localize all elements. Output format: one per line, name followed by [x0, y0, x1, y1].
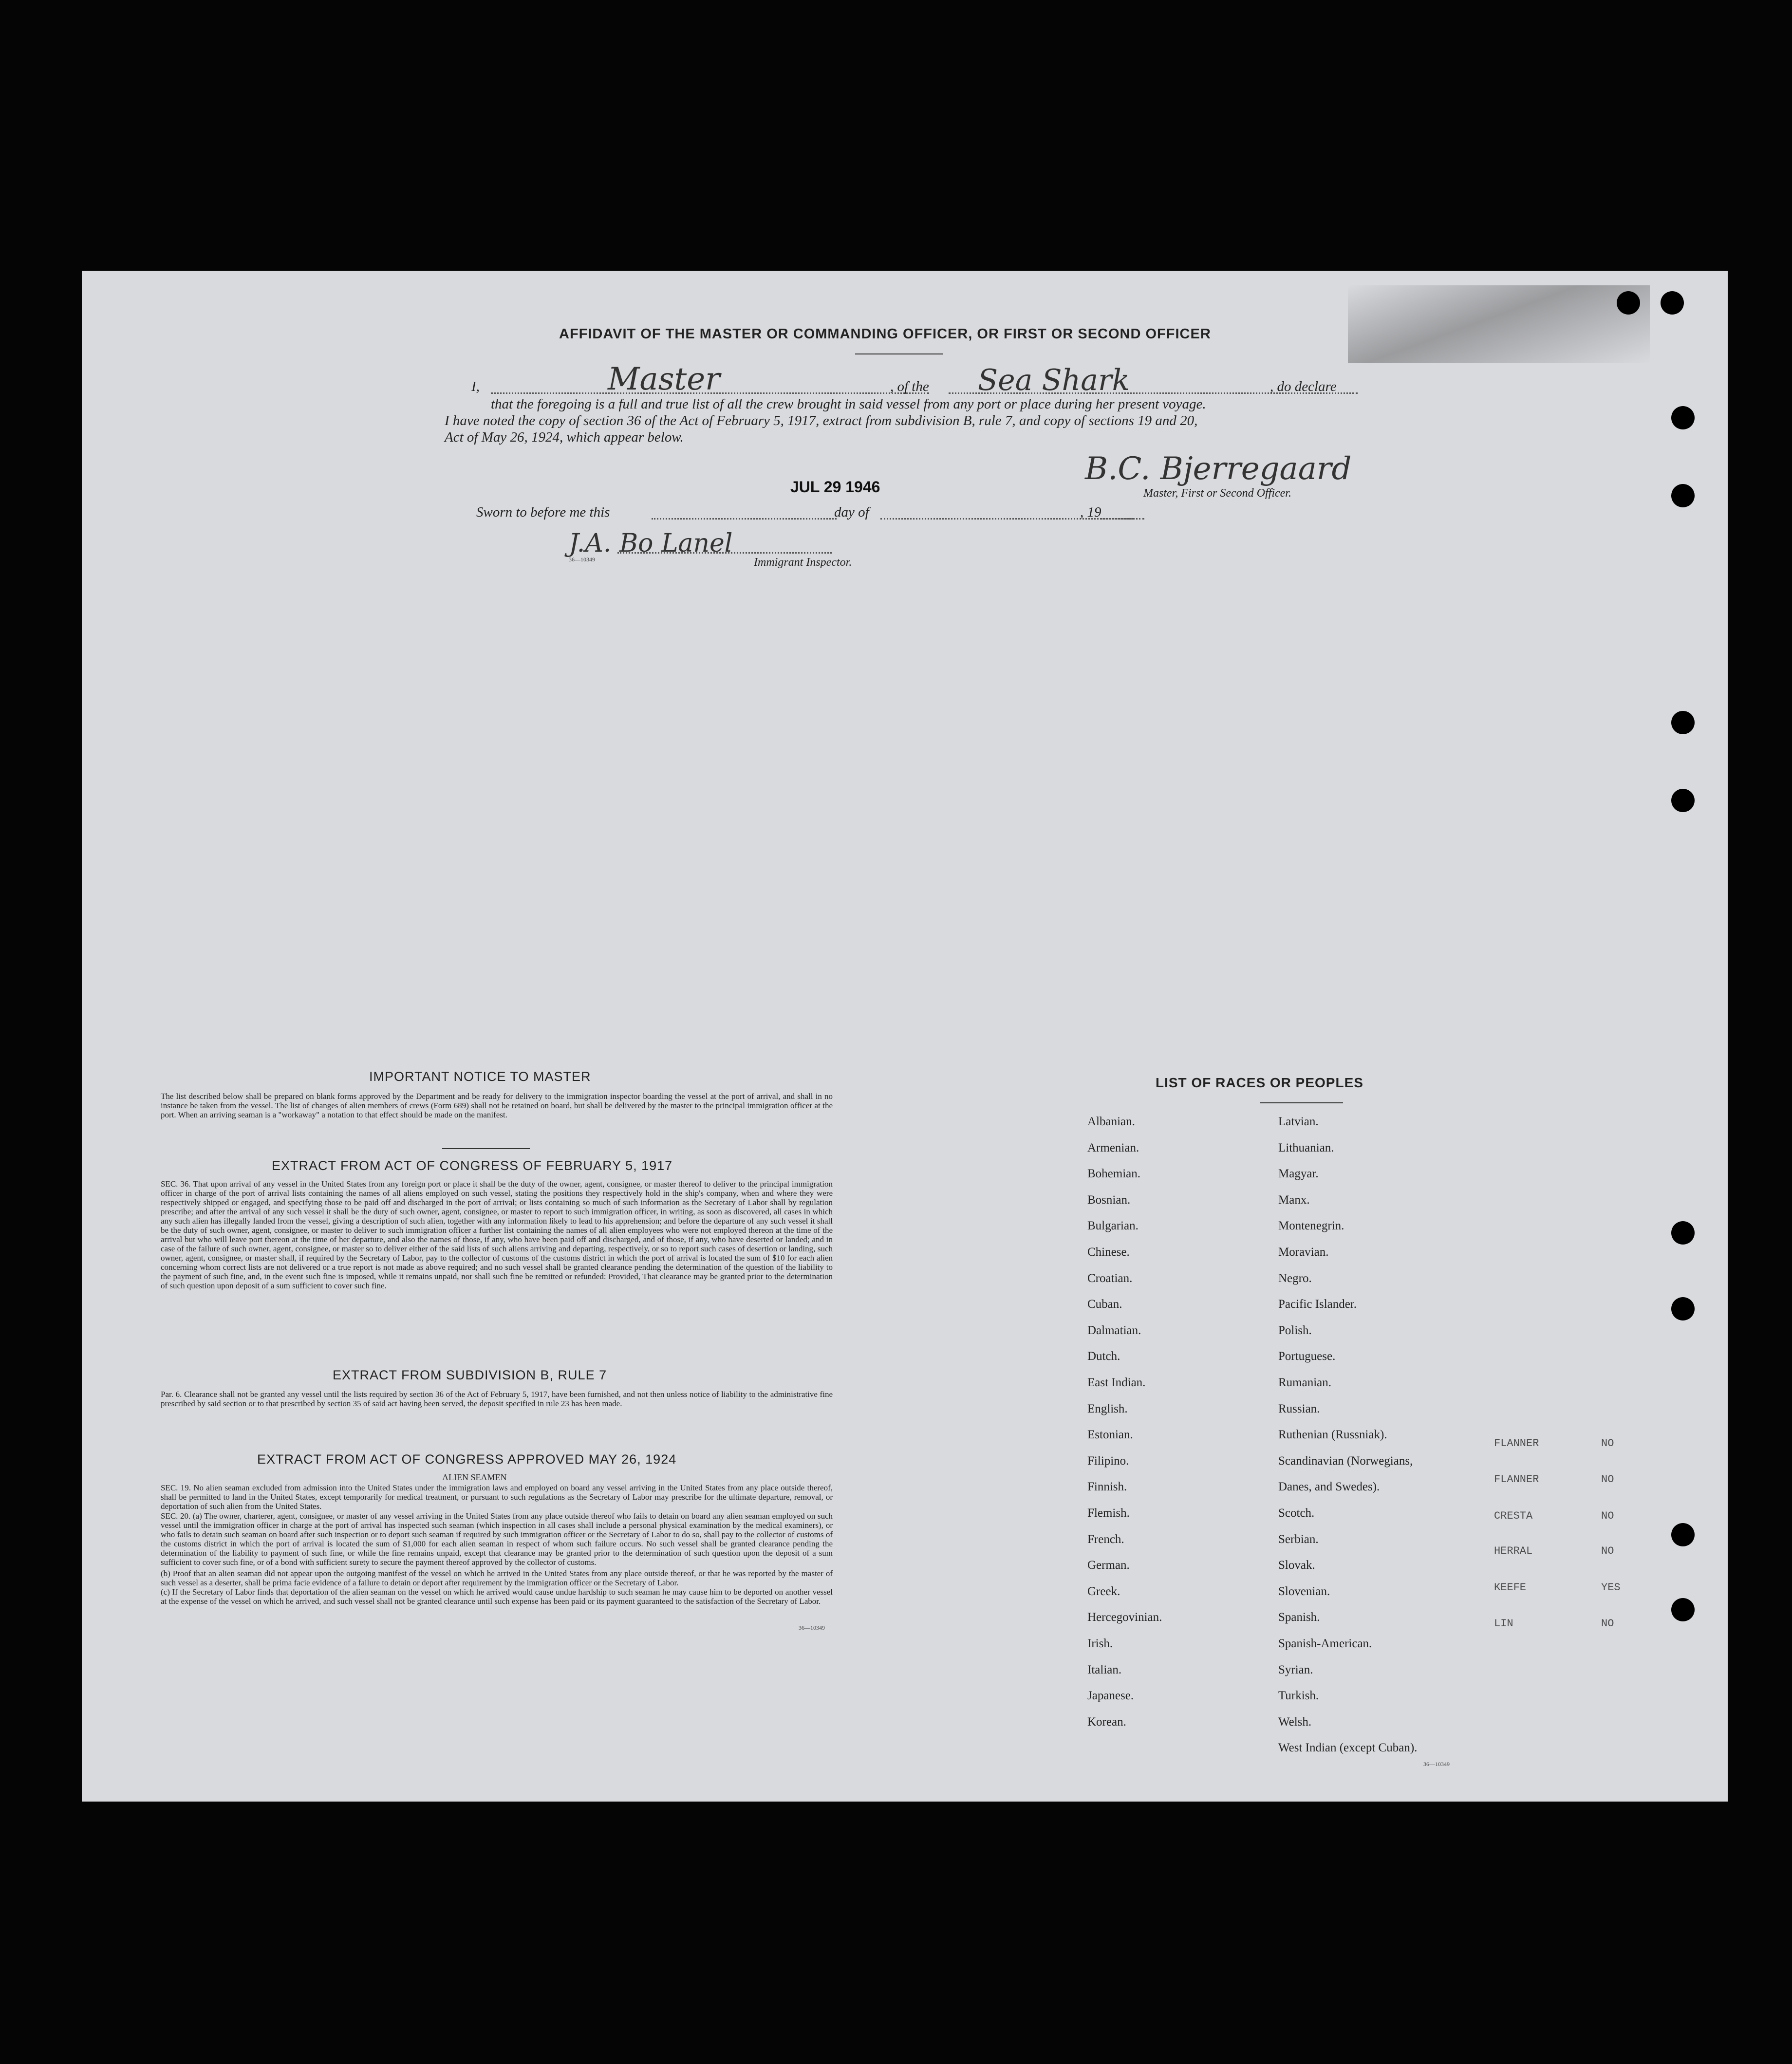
punch-hole — [1671, 484, 1695, 507]
bleed-status: NO — [1601, 1545, 1614, 1557]
race-item: Korean. — [1087, 1715, 1126, 1729]
race-item: Filipino. — [1087, 1454, 1129, 1468]
notice-title: IMPORTANT NOTICE TO MASTER — [369, 1069, 591, 1084]
race-item: Pacific Islander. — [1278, 1298, 1357, 1311]
race-item: Greek. — [1087, 1584, 1120, 1598]
race-item: Spanish. — [1278, 1611, 1320, 1624]
punch-hole — [1661, 291, 1684, 315]
bleed-name: FLANNER — [1494, 1437, 1539, 1450]
extract-1924-title: EXTRACT FROM ACT OF CONGRESS APPROVED MAY 26, 1924 — [257, 1452, 677, 1467]
bleed-name: HERRAL — [1494, 1545, 1533, 1557]
inspector-line — [617, 552, 832, 554]
sworn-label: Sworn to before me this — [476, 504, 610, 520]
race-item: Latvian. — [1278, 1115, 1319, 1128]
race-item: Croatian. — [1087, 1271, 1133, 1285]
punch-hole — [1671, 1221, 1695, 1245]
race-item: Dutch. — [1087, 1350, 1120, 1363]
race-item: Bosnian. — [1087, 1193, 1131, 1207]
race-item: Slovenian. — [1278, 1584, 1330, 1598]
rule7-title: EXTRACT FROM SUBDIVISION B, RULE 7 — [333, 1368, 607, 1382]
race-item: Bohemian. — [1087, 1167, 1141, 1181]
race-item: Italian. — [1087, 1663, 1122, 1676]
bleed-status: NO — [1601, 1437, 1614, 1450]
punch-hole — [1671, 1598, 1695, 1621]
year-label: , 19 — [1080, 504, 1101, 520]
punch-hole — [1671, 1297, 1695, 1320]
race-item: Polish. — [1278, 1323, 1312, 1337]
race-item: Flemish. — [1087, 1506, 1130, 1520]
title-rule — [855, 353, 943, 354]
race-item: English. — [1087, 1402, 1128, 1415]
race-item: German. — [1087, 1559, 1130, 1572]
alien-seamen-subtitle: ALIEN SEAMEN — [442, 1472, 507, 1482]
punch-hole — [1671, 789, 1695, 812]
bleed-status: NO — [1601, 1473, 1614, 1486]
punch-hole — [1671, 1523, 1695, 1546]
of-the-label: , of the — [890, 379, 929, 394]
punch-hole — [1617, 291, 1640, 315]
sworn-year-line — [1101, 518, 1144, 520]
race-item: West Indian (except Cuban). — [1278, 1741, 1418, 1755]
master-handwriting: Master — [608, 361, 720, 397]
i-label: I, — [471, 379, 480, 394]
affidavit-form-code: 36—10349 — [569, 556, 595, 563]
bleed-status: YES — [1601, 1581, 1621, 1594]
bleed-status: NO — [1601, 1510, 1614, 1522]
inspector-signature: J.A. Bo Lanel — [569, 529, 733, 558]
race-item: Estonian. — [1087, 1428, 1133, 1442]
affidavit-line-1: that the foregoing is a full and true list of all the crew brought in said vessel from any port or place during her present voyage. — [491, 396, 1206, 412]
race-item: Russian. — [1278, 1402, 1320, 1415]
rule7-body: Par. 6. Clearance shall not be granted any vessel until the lists required by section 36 of the Act of February 5, 1917, have been furnished, and not then unless notice of liability to the administrative fine prescribed by said section or to that prescribed by section 35 of said act having been served, the deposit specified in rule 23 has been made. — [161, 1390, 833, 1408]
race-item: Portuguese. — [1278, 1350, 1336, 1363]
race-item: Rumanian. — [1278, 1376, 1332, 1389]
smudge-mark — [1348, 285, 1650, 363]
race-item: Armenian. — [1087, 1141, 1139, 1154]
document-page — [82, 271, 1728, 1802]
extract-form-code: 36—10349 — [799, 1624, 825, 1631]
race-item: Dalmatian. — [1087, 1323, 1141, 1337]
extract-1917-title: EXTRACT FROM ACT OF CONGRESS OF FEBRUARY 5, 1917 — [272, 1158, 673, 1173]
bleed-name: CRESTA — [1494, 1510, 1533, 1522]
race-item: Syrian. — [1278, 1663, 1313, 1676]
sec20c-body: (c) If the Secretary of Labor finds that deportation of the alien seaman on the vessel on which he arrived would cause undue hardship to such seaman he may cause him to be deported on another vessel at the expense of the vessel on which he arrived, and such vessel shall not be granted clearance until such expense has been paid or its payment guaranteed to the satisfaction of the Secretary of Labor. — [161, 1587, 833, 1606]
master-caption: Master, First or Second Officer. — [1143, 487, 1291, 500]
sec19-body: SEC. 19. No alien seaman excluded from admission into the United States under the immigration laws and employed on board any vessel arriving in the United States from any place outside thereof, shall be permitted to land in the United States, except temporarily for medical treatment, or pursuant to such regulations as the Secretary of Labor may prescribe for the ultimate departure, removal, or deportation of such alien from the United States. — [161, 1483, 833, 1511]
race-item: Lithuanian. — [1278, 1141, 1334, 1154]
affidavit-line-2: I have noted the copy of section 36 of the Act of February 5, 1917, extract from subdivision B, rule 7, and copy of sections 19 and 20, — [445, 413, 1198, 428]
race-item: Irish. — [1087, 1637, 1113, 1650]
race-item: Magyar. — [1278, 1167, 1319, 1181]
extract-1917-body: SEC. 36. That upon arrival of any vessel in the United States from any foreign port or place it shall be the duty of the owner, agent, consignee, or master thereof to deliver to the principal immigration officer in charge of the port of arrival lists containing the names of all aliens employed on such vessel, stating the positions they respectively hold in the ship's company, when and where they were respectively shipped or engaged, and specifying those to be paid off and discharged in the port of arrival; or lists containing so much of such information as the Secretary of Labor shall by regulation prescribe; and after the arrival of any such vessel it shall be the duty of such owner, agent, consignee, or master to report to such immigration officer, in writing, as soon as discovered, all cases in which any such alien has illegally landed from the vessel, giving a description of such alien, together with any information likely to lead to his apprehension; and before the departure of any such vessel it shall be the duty of such owner, agent, consignee, or master to deliver to such immigration officer a further list containing the names of all alien employees who were not employed thereon at the time of the arrival but who will leave port thereon at the time of her departure, and also the names of those, if any, who have been paid off and discharged, and of those, if any, who have deserted or landed; and in case of the failure of such owner, agent, consignee, or master so to deliver either of the said lists of such aliens arriving and departing, respectively, or so to report such cases of desertion or landing, such owner, agent, consignee, or master shall, if required by the Secretary of Labor, pay to the collector of customs of the customs district in which the port of arrival is located the sum of $10 for each alien concerning whom correct lists are not delivered or a true report is not made as above required; and no such vessel shall be granted clearance pending the determination of the question of the liability to the payment of such fine, and, in the event such fine is imposed, while it remains unpaid, nor shall such fine be remitted or refunded: Provided, That clearance may be granted prior to the determination of such question upon deposit of a sum sufficient to cover such fine. — [161, 1179, 833, 1290]
race-item: Negro. — [1278, 1271, 1312, 1285]
vessel-handwriting: Sea Shark — [978, 363, 1130, 397]
races-title: LIST OF RACES OR PEOPLES — [1156, 1075, 1363, 1090]
date-stamp: JUL 29 1946 — [790, 478, 880, 496]
race-item: Chinese. — [1087, 1246, 1130, 1259]
bleed-name: LIN — [1494, 1618, 1513, 1630]
race-item: Moravian. — [1278, 1246, 1329, 1259]
race-item: Welsh. — [1278, 1715, 1312, 1729]
race-item: Danes, and Swedes). — [1278, 1480, 1380, 1494]
races-rule — [1260, 1102, 1343, 1103]
race-item: French. — [1087, 1532, 1124, 1546]
affidavit-line-3: Act of May 26, 1924, which appear below. — [445, 429, 684, 445]
notice-rule — [442, 1148, 530, 1149]
sec20b-body: (b) Proof that an alien seaman did not appear upon the outgoing manifest of the vessel on which he arrived in the United States from any place outside thereof, or that he was reported by the master of such vessel as a deserter, shall be prima facie evidence of a failure to detain or deport after requirement by the immigration officer or the Secretary of Labor. — [161, 1569, 833, 1587]
punch-hole — [1671, 711, 1695, 734]
master-signature: B.C. Bjerregaard — [1085, 451, 1352, 487]
notice-body: The list described below shall be prepared on blank forms approved by the Department and be ready for delivery to the immigration inspector boarding the vessel at the port of arrival, and shall in no instance be taken from the vessel. The list of changes of alien members of crews (Form 689) shall not be retained on board, but shall be delivered by the master to the principal immigration officer at the port. When an arriving seaman is a "workaway" a notation to that effect should be made on the manifest. — [161, 1092, 833, 1119]
race-item: Scotch. — [1278, 1506, 1315, 1520]
race-item: Ruthenian (Russniak). — [1278, 1428, 1387, 1442]
bleed-status: NO — [1601, 1618, 1614, 1630]
race-item: Montenegrin. — [1278, 1219, 1344, 1233]
race-item: Cuban. — [1087, 1298, 1122, 1311]
race-item: Japanese. — [1087, 1689, 1134, 1703]
race-item: Hercegovinian. — [1087, 1611, 1162, 1624]
race-item: Bulgarian. — [1087, 1219, 1139, 1233]
race-item: Slovak. — [1278, 1559, 1315, 1572]
race-item: Scandinavian (Norwegians, — [1278, 1454, 1413, 1468]
punch-hole — [1671, 406, 1695, 429]
day-of-label: day of — [834, 504, 869, 520]
race-item: Serbian. — [1278, 1532, 1319, 1546]
race-item: Finnish. — [1087, 1480, 1127, 1494]
inspector-caption: Immigrant Inspector. — [754, 556, 852, 569]
race-item: Turkish. — [1278, 1689, 1319, 1703]
affidavit-title: AFFIDAVIT OF THE MASTER OR COMMANDING OFFICER, OR FIRST OR SECOND OFFICER — [559, 326, 1211, 342]
sworn-day-line — [652, 518, 837, 520]
race-item: Manx. — [1278, 1193, 1310, 1207]
race-item: Albanian. — [1087, 1115, 1135, 1128]
sec20a-body: SEC. 20. (a) The owner, charterer, agent, consignee, or master of any vessel arriving in the United States from any place outside thereof who fails to detain on board any alien seaman employed on such vessel until the immigration officer in charge at the port of arrival has inspected such seaman (which inspection in all cases shall include a personal physical examination by the medical examiners), or who fails to detain such seaman on board after such inspection or to deport such seaman if required by such immigration officer or the Secretary of Labor to do so, shall pay to the collector of customs of the customs district in which the port of arrival is located the sum of $1,000 for each alien seaman in respect of whom such failure occurs. No such vessel shall be granted clearance pending the determination of the liability to payment of such fine, or while the fine remains unpaid, except that clearance may be granted prior to the determination of such question upon the deposit of a sum sufficient to cover such fine, or of a bond with sufficient surety to secure the payment thereof approved by the collector of customs. — [161, 1511, 833, 1567]
bleed-name: KEEFE — [1494, 1581, 1527, 1594]
races-form-code: 36—10349 — [1423, 1761, 1450, 1767]
bleed-name: FLANNER — [1494, 1473, 1539, 1486]
race-item: East Indian. — [1087, 1376, 1146, 1389]
do-declare-label: , do declare — [1270, 379, 1337, 394]
race-item: Spanish-American. — [1278, 1637, 1372, 1650]
